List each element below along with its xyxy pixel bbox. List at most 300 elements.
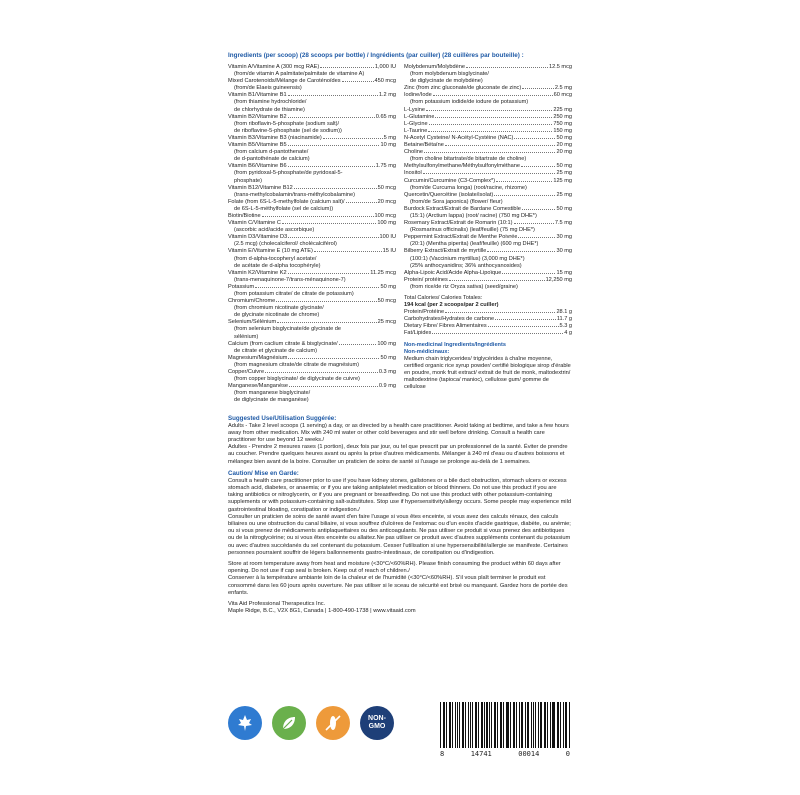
dot-leader	[288, 358, 379, 359]
ingredient-amount: 12.5 mcg	[548, 64, 572, 70]
ingredient-amount: 7.5 mg	[554, 220, 572, 227]
dot-leader	[265, 372, 378, 373]
barcode-bar	[476, 702, 477, 748]
ingredient-row	[228, 284, 396, 291]
barcode-bar	[455, 702, 456, 748]
barcode-digit-2: 14741	[470, 750, 492, 758]
caution-en: Consult a health care practitioner prior to use if you have kidney stones, gallstones or a bile duct obstruction, stomach ulcers or excess stomach acid, diabetes, or anaemia; or if you are taking antiplatelet medication or blood thinners. Do not use this product if you are taking antibiotics or nitroglycerin, or if you are pregnant or breastfeeding. Do not use this product with other potassium-containing supplements or with potassium-containing salt-substitutes. Stop use if hypersensitivity/allergy occurs. Some people may experience mild gastrointestinal bloating, constipation or indigestion./	[228, 477, 571, 513]
barcode-bar	[444, 702, 445, 748]
dot-leader	[288, 145, 380, 146]
barcode-bar	[449, 702, 450, 748]
barcode-bar	[484, 702, 485, 748]
ingredient-amount: 50 mcg	[377, 184, 396, 191]
ingredient-name: Vitamin B5/Vitamine B5	[228, 142, 287, 149]
totals-list	[404, 309, 572, 337]
ingredient-name: Curcumin/Curcumine (C3-Complex*)	[404, 177, 496, 184]
dot-leader	[294, 188, 377, 189]
ingredient-row	[228, 383, 396, 390]
ingredient-name: Vitamin B6/Vitamine B6	[228, 163, 287, 170]
ingredient-note: (from calcium d-pantothenate/	[234, 149, 309, 156]
ingredient-note: (ascorbic acid/acide ascorbique)	[234, 227, 315, 234]
non-medicinal-heading: Non-medicinal Ingredients/Ingrédients	[404, 341, 506, 348]
dot-leader	[502, 273, 555, 274]
ingredient-row	[404, 128, 572, 135]
ingredient-row	[228, 319, 396, 326]
ingredient-row	[404, 121, 572, 128]
barcode-bar	[491, 702, 492, 748]
ingredient-row	[228, 135, 396, 142]
ingredient-amount: 20 mcg	[377, 198, 396, 205]
ingredient-name: L-Glutamine	[404, 113, 435, 120]
storage-en: Store at room temperature away from heat and moisture (<30°C/<60%RH). Please finish consuming the product within 60 days after opening. Do not use if cap seal is broken. Keep out of reach of children./	[228, 560, 561, 575]
barcode-bar	[525, 702, 526, 748]
barcode-bar	[550, 702, 551, 748]
ingredient-row	[228, 142, 396, 149]
dot-leader	[342, 81, 374, 82]
ingredient-row	[404, 270, 572, 277]
dot-leader	[445, 312, 555, 313]
ingredient-note: de glycinate nicotinate de chrome)	[234, 312, 320, 319]
ingredient-note: (100:1) (Vaccinium myrtillus) (3,000 mg DHE*)	[410, 255, 525, 262]
ingredient-amount: 1.2 mg	[378, 92, 396, 99]
dot-leader	[320, 67, 374, 68]
ingredient-name: Rosemary Extract/Extrait de Romarin (10:1)	[404, 220, 513, 227]
barcode-bar	[514, 702, 515, 748]
caution-section	[228, 470, 572, 557]
barcode-bar	[557, 702, 558, 748]
dot-leader	[289, 386, 378, 387]
ingredient-amount: 100 mg	[377, 220, 396, 227]
dot-leader	[495, 319, 556, 320]
ingredient-note: de acétate de d-alpha tocophéryle)	[234, 262, 321, 269]
company-address: Maple Ridge, B.C., V2X 8G1, Canada | 1-800-490-1738 | www.vitaaid.com	[228, 608, 416, 615]
ingredient-row	[228, 220, 396, 227]
ingredient-note: sélénium)	[234, 333, 259, 340]
ingredient-name: Carbohydrates/Hydrates de carbone	[404, 316, 495, 323]
ingredient-amount: 15 IU	[382, 248, 396, 255]
dot-leader	[314, 251, 382, 252]
ingredient-amount: 11.7 g	[556, 316, 572, 323]
ingredient-name: L-Lysine	[404, 106, 425, 113]
ingredient-note: (from pyridoxal-5-phosphate/de pyridoxal-5-	[234, 170, 343, 177]
suggested-use-fr: Adultes - Prendre 2 mesures rases (1 portion), deux fois par jour, ou tel que prescrit par un professionnel de la santé. Éviter de prendre au coucher. Prendre quelques heures avant ou après la prise d'autres médicaments. Mélanger à 240 ml d'eau ou d'autres boissons et mélangez bien avant de la boire. Consulter un praticien de soins de santé si l'usage se prolonge au-delà de 1 semaines.	[228, 444, 568, 465]
ingredient-name: Folate (from 6S-L-5-methylfolate (calcium salt)/	[228, 198, 345, 205]
dot-leader	[282, 223, 376, 224]
dot-leader	[288, 166, 375, 167]
ingredient-row	[404, 323, 572, 330]
ingredient-amount: 0.3 mg	[378, 369, 396, 376]
ingredient-name: Fat/Lipides	[404, 330, 432, 337]
ingredient-note: (2.5 mcg) (cholecalciferol/ cholécalciférol)	[234, 241, 337, 248]
barcode-bars	[440, 702, 570, 748]
ingredient-amount: 50 mg	[380, 354, 396, 361]
ingredient-amount: 50 mg	[556, 134, 572, 141]
barcode-bar	[521, 702, 522, 748]
barcode-bar	[465, 702, 466, 748]
ingredient-note: de 6S-L-5-méthylfolate (sel de calcium))	[234, 205, 334, 212]
dot-leader	[288, 117, 375, 118]
ingredient-amount: 150 mg	[553, 127, 572, 134]
dot-leader	[466, 67, 548, 68]
ingredient-row	[404, 142, 572, 149]
barcode-bar	[560, 702, 561, 748]
dot-leader	[262, 216, 374, 217]
badge-row	[228, 706, 394, 740]
ingredient-note: phosphate)	[234, 177, 262, 184]
ingredient-name: Chromium/Chrome	[228, 298, 276, 305]
barcode-bar	[538, 702, 539, 748]
ingredient-row	[228, 185, 396, 192]
ingredient-row	[404, 192, 572, 199]
ingredient-name: Vitamin B3/Vitamine B3 (niacinamide)	[228, 134, 322, 141]
barcode-bar	[569, 702, 570, 748]
ingredient-note: de diglycinate de molybdène)	[410, 78, 483, 85]
ingredient-note: (from potassium iodide/de iodure de potassium)	[410, 99, 529, 106]
dot-leader	[433, 95, 553, 96]
barcode-bar	[558, 702, 559, 748]
ingredient-note: de citrate et glycinate de calcium)	[234, 347, 318, 354]
ingredient-name: Potassium	[228, 283, 255, 290]
ingredient-amount: 30 mg	[556, 248, 572, 255]
ingredient-name: Protein/ protéines	[404, 276, 448, 283]
barcode-bar	[501, 702, 502, 748]
barcode-bar	[540, 702, 541, 748]
storage-fr: Conserver à la température ambiante loin de la chaleur et de l'humidité (<30°C/<60%RH). S'il vous plaît terminer le produit est consommé dans les 60 jours après ouverture. Ne pas utiliser si le sceau de sécurité est brisé ou manquant. Gardez hors de portée des enfants.	[228, 575, 568, 596]
dot-leader	[445, 145, 556, 146]
dot-leader	[346, 202, 377, 203]
ingredient-row	[228, 270, 396, 277]
ingredient-note: (from selenium bisglycinate/de glycinate de	[234, 326, 341, 333]
ingredient-row	[404, 85, 572, 92]
dot-leader	[424, 152, 555, 153]
barcode-bar	[446, 702, 447, 748]
ingredient-amount: 0.9 mg	[378, 383, 396, 390]
barcode-bar	[457, 702, 458, 748]
ingredient-amount: 1,000 IU	[374, 64, 396, 70]
ingredient-row	[404, 178, 572, 185]
ingredient-amount: 11.25 mcg	[370, 269, 396, 276]
ingredient-row	[404, 316, 572, 323]
barcode-bar	[565, 702, 566, 748]
ingredient-row	[404, 135, 572, 142]
barcode-digit-1: 8	[440, 750, 445, 758]
totals-title: Total Calories/ Calories Totales:	[404, 295, 483, 301]
ingredient-name: Burdock Extract/Extrait de Bardane Comestible	[404, 205, 521, 212]
ingredient-name: Bilberry Extract/Extrait de myrtille	[404, 248, 487, 255]
dot-leader	[288, 273, 370, 274]
ingredient-name: Vitamin B2/Vitamine B2	[228, 113, 287, 120]
ingredient-name: Protein/Protéine	[404, 309, 445, 316]
ingredient-row	[404, 170, 572, 177]
barcode-bar	[495, 702, 496, 748]
barcode-bar	[507, 702, 509, 748]
barcode-digit-3: 00014	[518, 750, 540, 758]
allergen-free-icon	[316, 706, 350, 740]
barcode-bar	[552, 702, 553, 748]
non-gmo-icon	[360, 706, 394, 740]
ingredient-name: L-Glycine	[404, 120, 428, 127]
ingredient-name: Choline	[404, 149, 423, 156]
ingredient-row	[404, 114, 572, 121]
dot-leader	[288, 237, 378, 238]
ingredient-name: Quercetin/Quercétine (isolate/isolat)	[404, 191, 494, 198]
barcode-bar	[463, 702, 464, 748]
barcode-bar	[443, 702, 444, 748]
dot-leader	[435, 117, 552, 118]
barcode-bar	[497, 702, 498, 748]
ingredient-name: N-Acetyl Cysteine/ N-Acétyl-Cystéine (NAC)	[404, 134, 514, 141]
ingredient-note: (from copper bisglycinate/ de diglycinate de cuivre)	[234, 376, 360, 383]
ingredient-note: (from/de Sora japonica) (flower/ fleur)	[410, 198, 503, 205]
barcode-bar	[450, 702, 451, 748]
ingredient-row	[404, 107, 572, 114]
dot-leader	[276, 301, 376, 302]
ingredient-amount: 30 mg	[556, 234, 572, 241]
ingredient-note: (from manganese bisglycinate/	[234, 390, 311, 397]
ingredient-row	[404, 92, 572, 99]
ingredient-note: (from molybdenum bisglycinate/	[410, 71, 489, 78]
ingredient-amount: 50 mg	[556, 205, 572, 212]
ingredient-row	[228, 248, 396, 255]
product-label	[228, 52, 572, 615]
ingredient-note: (from/de vitamin A palmitate/palmitate de vitamine A)	[234, 71, 365, 78]
ingredient-amount: 250 mg	[553, 113, 572, 120]
ingredient-row	[228, 234, 396, 241]
ingredient-row	[228, 199, 396, 206]
ingredient-amount: 100 mcg	[374, 212, 396, 219]
ingredient-note: de d-pantothénate de calcium)	[234, 156, 310, 163]
ingredient-name: Iodine/Iode	[404, 92, 432, 99]
barcode-bar	[533, 702, 534, 748]
ingredient-note: (from d-alpha-tocopheryl acetate/	[234, 255, 317, 262]
ingredient-amount: 25 mcg	[377, 319, 396, 326]
dot-leader	[514, 223, 554, 224]
ingredient-amount: 5.3 g	[559, 323, 572, 330]
ingredient-row	[404, 330, 572, 337]
ingredient-name: Copper/Cuivre	[228, 369, 265, 376]
ingredient-row	[404, 163, 572, 170]
barcode-bar	[513, 702, 514, 748]
ingredient-amount: 0.65 mg	[375, 113, 396, 120]
ingredient-note: (15:1) (Arctium lappa) (root/ racine) (750 mg DHE*)	[410, 212, 537, 219]
barcode-digits	[440, 750, 570, 758]
suggested-use-section	[228, 415, 572, 466]
ingredient-name: Selenium/Sélénium	[228, 319, 277, 326]
ingredient-amount: 5 mg	[383, 134, 396, 141]
dot-leader	[488, 326, 559, 327]
barcode-bar	[510, 702, 511, 748]
barcode-bar	[553, 702, 555, 748]
ingredient-name: Calcium (from caclium citrate & bisglycinate/	[228, 340, 338, 347]
ingredient-name: Inositol	[404, 170, 422, 177]
totals-kcal: 194 kcal (per 2 scoops/par 2 cuiller)	[404, 302, 499, 309]
barcode-bar	[566, 702, 567, 748]
barcode-bar	[519, 702, 520, 748]
ingredient-name: Vitamin E/Vitamine E (10 mg ATE)	[228, 248, 313, 255]
dot-leader	[522, 209, 556, 210]
ingredient-row	[228, 355, 396, 362]
ingredient-note: (from/de Curcuma longa) (root/racine, rhizome)	[410, 184, 527, 191]
ingredient-row	[404, 234, 572, 241]
ingredient-amount: 10 mg	[380, 142, 396, 149]
ingredient-name: Mixed Carotenoids/Mélange de Caroténoïdes	[228, 78, 341, 85]
ingredient-note: (from choline bitartrate/de bitartrate de choline)	[410, 156, 527, 163]
ingredient-amount: 20 mg	[556, 149, 572, 156]
caution-heading: Caution/ Mise en Garde:	[228, 469, 299, 477]
dot-leader	[429, 124, 553, 125]
barcode-bar	[544, 702, 545, 748]
vegan-leaf-icon	[272, 706, 306, 740]
barcode-bar	[459, 702, 460, 748]
ingredient-note: (from magnesium citrate/de citrate de magnésium)	[234, 361, 359, 368]
ingredient-name: Vitamin B12/Vitamine B12	[228, 184, 293, 191]
ingredient-name: Methylsulfonylmethane/Méthylsulfonylméthane	[404, 163, 520, 170]
ingredient-amount: 12,250 mg	[545, 276, 572, 283]
ingredient-amount: 225 mg	[553, 106, 572, 113]
ingredient-note: (from rice/de riz Oryza sativa) (seed/graine)	[410, 283, 518, 290]
ingredient-note: (from chromium nicotinate glycinate/	[234, 305, 324, 312]
ingredient-row	[228, 78, 396, 85]
ingredient-row	[404, 220, 572, 227]
barcode-bar	[468, 702, 470, 748]
non-medicinal-section	[404, 342, 572, 392]
barcode-bar	[482, 702, 483, 748]
ingredients-columns	[228, 64, 572, 405]
barcode-bar	[535, 702, 536, 748]
ingredient-row	[404, 309, 572, 316]
barcode-digit-4: 0	[565, 750, 570, 758]
suggested-use-en: Adults - Take 2 level scoops (1 serving) a day, or as directed by a health care practitioner. Avoid taking at bedtime, and take a few hours away from other medication. Mix with 240 ml water or other cold beverages and stir well before drinking. Consult a health care practitioner for use beyond 12 weeks./	[228, 422, 569, 443]
dot-leader	[323, 138, 383, 139]
ingredient-name: Biotin/Biotine	[228, 212, 261, 219]
ingredient-note: de chlorhydrate de thiamine)	[234, 106, 305, 113]
barcode-bar	[481, 702, 482, 748]
non-gmo-text: NON- GMO	[368, 715, 386, 730]
ingredient-row	[228, 369, 396, 376]
ingredient-name: Dietary Fibre/ Fibres Alimentaires	[404, 323, 487, 330]
ingredient-note: (from riboflavin-5-phosphate (sodium salt)/	[234, 120, 340, 127]
ingredient-amount: 25 mg	[556, 170, 572, 177]
dot-leader	[255, 287, 379, 288]
ingredient-row	[228, 213, 396, 220]
ingredient-name: Manganese/Manganèse	[228, 383, 289, 390]
barcode-bar	[486, 702, 487, 748]
ingredient-amount: 28.1 g	[556, 309, 572, 316]
ingredient-amount: 125 mg	[553, 177, 572, 184]
barcode-bar	[452, 702, 454, 748]
dot-leader	[518, 237, 555, 238]
barcode-bar	[472, 702, 473, 748]
ingredient-note: (trans-menaquinone-7/trans-ménaquinone-7)	[234, 276, 346, 283]
barcode-bar	[503, 702, 504, 748]
dot-leader	[339, 344, 377, 345]
ingredient-name: Vitamin C/Vitamine C	[228, 220, 281, 227]
ingredients-right-list	[404, 64, 572, 291]
barcode-bar	[563, 702, 564, 748]
barcode-bar	[531, 702, 533, 748]
dot-leader	[487, 251, 555, 252]
dot-leader	[428, 131, 552, 132]
ingredient-name: Vitamin D3/Vitamine D3	[228, 234, 288, 241]
barcode	[440, 702, 570, 760]
ingredient-amount: 20 mg	[556, 142, 572, 149]
ingredient-amount: 100 mg	[377, 340, 396, 347]
ingredients-right-column	[404, 64, 572, 405]
ingredient-amount: 60 mcg	[553, 92, 572, 99]
dot-leader	[277, 322, 376, 323]
barcode-bar	[516, 702, 517, 748]
ingredient-note: (trans-methylcobalamin/trans-méthylcobalamine)	[234, 191, 355, 198]
ingredient-amount: 25 mg	[556, 191, 572, 198]
ingredient-name: Vitamin A/Vitamine A (300 mcg RAE)	[228, 64, 320, 70]
ingredient-row	[228, 92, 396, 99]
ingredient-amount: 750 mg	[553, 120, 572, 127]
ingredient-note: (from/de Elaeis guineensis)	[234, 85, 302, 92]
ingredient-name: Peppermint Extract/Extrait de Menthe Poivrée	[404, 234, 518, 241]
ingredient-amount: 4 g	[564, 330, 572, 337]
barcode-bar	[494, 702, 495, 748]
ingredients-left-column	[228, 64, 396, 405]
ingredient-note: de diglycinate de manganèse)	[234, 397, 309, 404]
ingredient-amount: 50 mcg	[377, 298, 396, 305]
ingredient-note: de riboflavine-5-phosphate (sel de sodium))	[234, 127, 342, 134]
ingredient-row	[228, 64, 396, 71]
ingredient-name: Molybdenum/Molybdène	[404, 64, 465, 70]
barcode-bar	[462, 702, 463, 748]
ingredient-note: (Rosmarinus officinalis) (leaf/feuille) (75 mg DHE*)	[410, 227, 535, 234]
barcode-bar	[475, 702, 476, 748]
ingredient-name: L-Taurine	[404, 127, 428, 134]
dot-leader	[514, 138, 555, 139]
barcode-bar	[527, 702, 528, 748]
ingredient-row	[404, 277, 572, 284]
ingredient-row	[404, 64, 572, 71]
ingredients-title: Ingredients (per scoop) (28 scoops per bottle) / Ingrédients (par cuiller) (28 cuillères par bouteille) :	[228, 52, 524, 59]
ingredient-amount: 50 mg	[380, 283, 396, 290]
barcode-bar	[470, 702, 471, 748]
made-in-canada-icon	[228, 706, 262, 740]
company-name: Vita Aid Professional Therapeutics Inc.	[228, 600, 326, 607]
ingredient-row	[404, 206, 572, 213]
dot-leader	[432, 333, 563, 334]
ingredient-name: Betaine/Bétaïne	[404, 142, 444, 149]
barcode-bar	[528, 702, 529, 748]
barcode-bar	[440, 702, 441, 748]
ingredient-name: Alpha-Lipoic Acid/Acide Alpha-Lipoïque	[404, 269, 502, 276]
ingredient-note: (20:1) (Mentha piperita) (leaf/feuille) (600 mg DHE*)	[410, 241, 539, 248]
dot-leader	[496, 181, 552, 182]
ingredient-name: Vitamin B1/Vitamine B1	[228, 92, 287, 99]
ingredient-name: Magnesium/Magnésium	[228, 354, 288, 361]
barcode-bar	[489, 702, 491, 748]
ingredient-row	[228, 341, 396, 348]
ingredient-amount: 100 IU	[379, 234, 396, 241]
ingredient-row	[404, 149, 572, 156]
ingredient-amount: 15 mg	[556, 269, 572, 276]
suggested-use-heading: Suggested Use/Utilisation Suggérée:	[228, 414, 337, 422]
ingredient-note: (25% anthocyanidins; 36% anthocyanosides)	[410, 262, 522, 269]
non-medicinal-heading-fr: Non-médicinaux:	[404, 348, 450, 355]
barcode-bar	[478, 702, 479, 748]
ingredient-row	[404, 248, 572, 255]
non-medicinal-text: Medium chain triglycerides/ triglycérides à chaîne moyenne, certified organic rice syrup powder/ certifié biologique sirop d'érable en poudre, monk fruit extract/ extrait de fruit de monk, maltodextrin/ maltodextrine (tapioca/ manioc), cellulose gum/ gomme de cellulose	[404, 355, 571, 391]
ingredient-row	[228, 163, 396, 170]
dot-leader	[288, 95, 378, 96]
ingredient-row	[228, 114, 396, 121]
dot-leader	[426, 110, 552, 111]
ingredient-amount: 450 mcg	[374, 78, 396, 85]
dot-leader	[521, 166, 555, 167]
